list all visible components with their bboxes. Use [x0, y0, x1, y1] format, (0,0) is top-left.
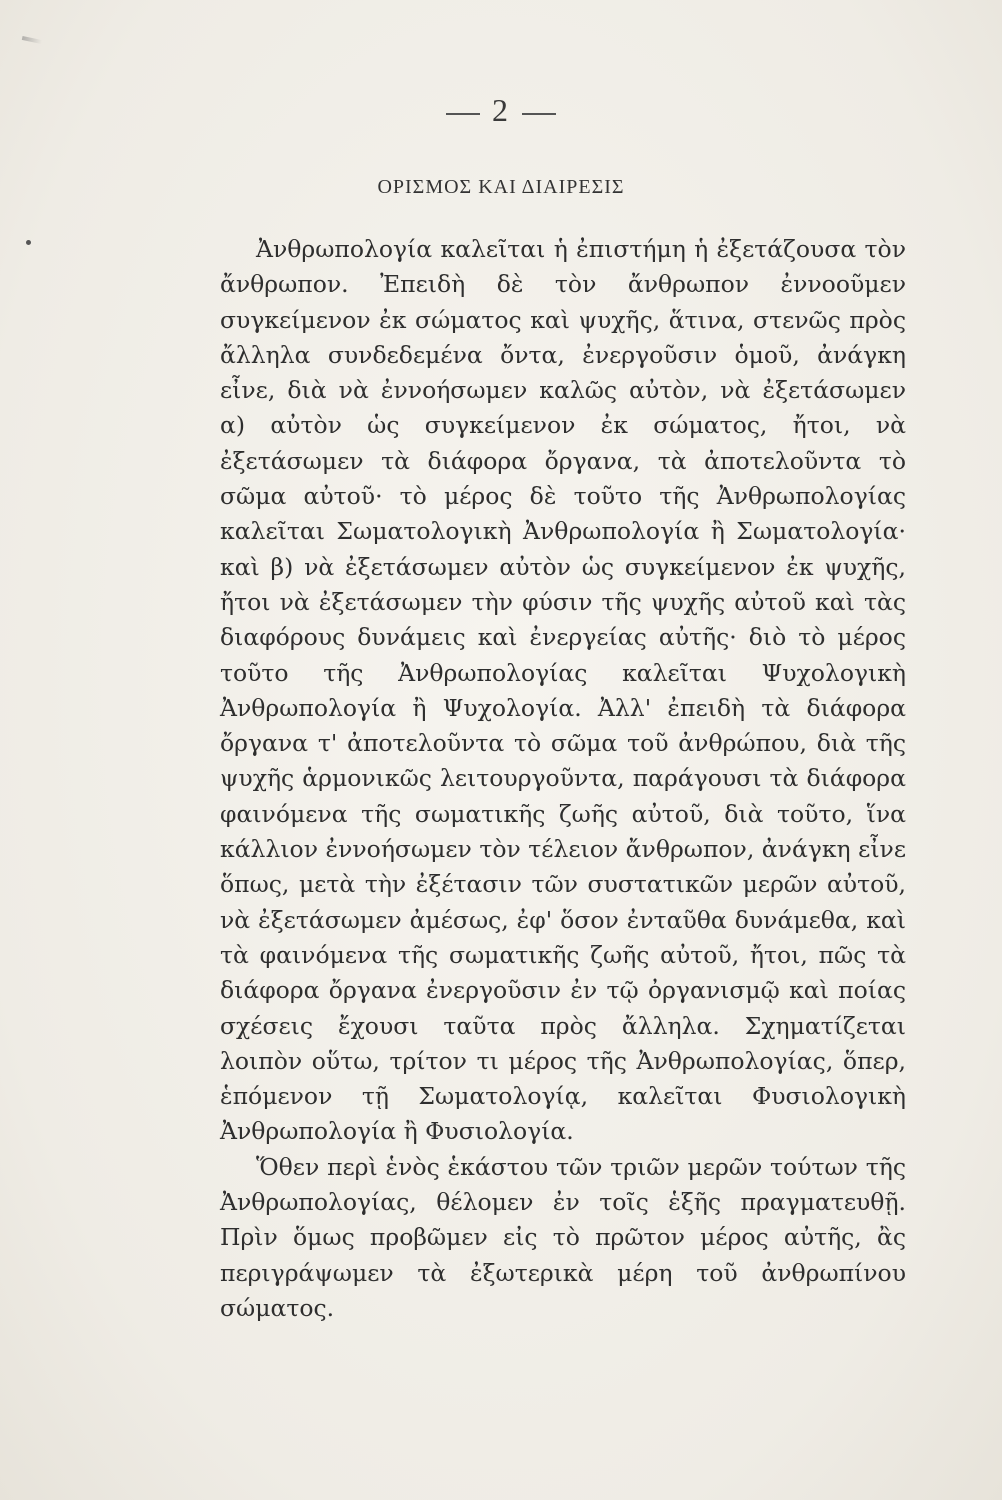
paper-speck	[22, 36, 42, 44]
body-text	[220, 232, 906, 1326]
page-number: 2	[492, 92, 510, 128]
paragraph-2: Ὅθεν περὶ ἑνὸς ἑκάστου τῶν τριῶν μερῶν τούτων τῆς Ἀνθρωπολογίας, θέλομεν ἐν τοῖς ἑξῆς πραγματευθῇ. Πρὶν ὅμως προβῶμεν εἰς τὸ πρῶτον μέρος αὐτῆς, ἂς περιγράψωμεν τὰ ἐξωτερικὰ μέρη τοῦ ἀνθρωπίνου σώματος.	[220, 1152, 906, 1322]
margin-dot	[26, 240, 31, 245]
right-dash	[522, 113, 556, 115]
page-number-header	[0, 92, 1002, 129]
paragraph-1: Ἀνθρωπολογία καλεῖται ἡ ἐπιστήμη ἡ ἐξετάζουσα τὸν ἄνθρωπον. Ἐπειδὴ δὲ τὸν ἄνθρωπον ἐννοοῦμεν συγκείμενον ἐκ σώματος καὶ ψυχῆς, ἅτινα, στενῶς πρὸς ἄλληλα συνδεδεμένα ὄντα, ἐνεργοῦσιν ὁμοῦ, ἀνάγκη εἶνε, διὰ νὰ ἐννοήσωμεν καλῶς αὐτὸν, νὰ ἐξετάσωμεν α) αὐτὸν ὡς συγκείμενον ἐκ σώματος, ἤτοι, νὰ ἐξετάσωμεν τὰ διάφορα ὄργανα, τὰ ἀποτελοῦντα τὸ σῶμα αὐτοῦ· τὸ μέρος δὲ τοῦτο τῆς Ἀνθρωπολογίας καλεῖται Σωματολογικὴ Ἀνθρωπολογία ἢ Σωματολογία· καὶ β) νὰ ἐξετάσωμεν αὐτὸν ὡς συγκείμενον ἐκ ψυχῆς, ἤτοι νὰ ἐξετάσωμεν τὴν φύσιν τῆς ψυχῆς αὐτοῦ καὶ τὰς διαφόρους δυνάμεις καὶ ἐνεργείας αὐτῆς· διὸ τὸ μέρος τοῦτο τῆς Ἀνθρωπολογίας καλεῖται Ψυχολογικὴ Ἀνθρωπολογία ἢ Ψυχολογία. Ἀλλ' ἐπειδὴ τὰ διάφορα ὄργανα τ' ἀποτελοῦντα τὸ σῶμα τοῦ ἀνθρώπου, διὰ τῆς ψυχῆς ἁρμονικῶς λειτουργοῦντα, παράγουσι τὰ διάφορα φαινόμενα τῆς σωματικῆς ζωῆς αὐτοῦ, διὰ τοῦτο, ἵνα κάλλιον ἐννοήσωμεν τὸν τέλειον ἄνθρωπον, ἀνάγκη εἶνε ὅπως, μετὰ τὴν ἐξέτασιν τῶν συστατικῶν μερῶν αὐτοῦ, νὰ ἐξετάσωμεν ἀμέσως, ἐφ' ὅσον ἐνταῦθα δυνάμεθα, καὶ τὰ φαινόμενα τῆς σωματικῆς ζωῆς αὐτοῦ, ἤτοι, πῶς τὰ διάφορα ὄργανα ἐνεργοῦσιν ἐν τῷ ὀργανισμῷ καὶ ποίας σχέσεις ἔχουσι ταῦτα πρὸς ἄλληλα. Σχηματίζεται λοιπὸν οὕτω, τρίτον τι μέρος τῆς Ἀνθρωπολογίας, ὅπερ, ἑπόμενον τῇ Σωματολογίᾳ, καλεῖται Φυσιολογικὴ Ἀνθρωπολογία ἢ Φυσιολογία.	[220, 235, 906, 1146]
section-title: ΟΡΙΣΜΟΣ ΚΑΙ ΔΙΑΙΡΕΣΙΣ	[377, 176, 625, 198]
left-dash	[446, 113, 480, 115]
